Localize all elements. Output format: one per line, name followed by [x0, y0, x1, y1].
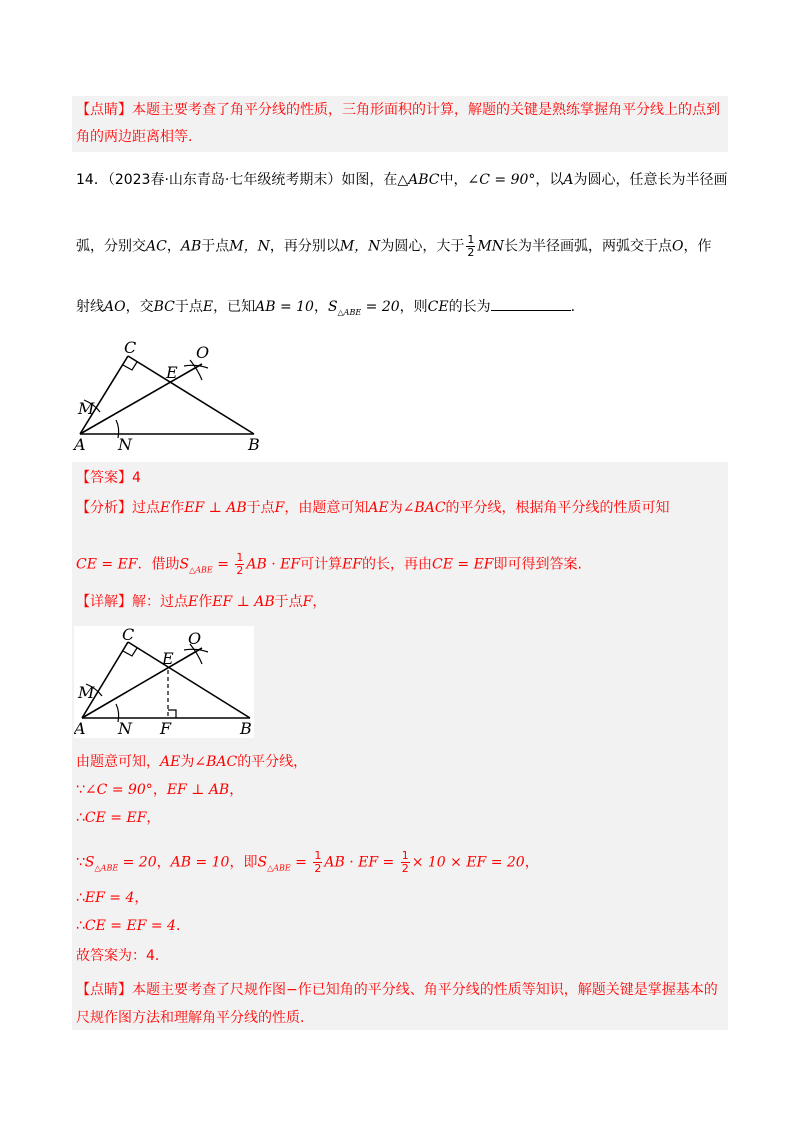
fraction-half: $\frac{1}{2}$	[467, 233, 475, 259]
label-a: A	[74, 719, 86, 738]
note1-line1: 【点睛】本题主要考查了角平分线的性质，三角形面积的计算，解题的关键是熟练掌握角平分线上的点到	[76, 102, 720, 118]
figure-2	[74, 626, 254, 738]
step-5: ∴EF = 4，	[76, 890, 149, 906]
solution-block	[72, 462, 728, 1030]
label-n: N	[118, 719, 132, 738]
label-c: C	[122, 626, 135, 644]
analysis-line-1: 【分析】过点E作EF ⊥ AB于点F，由题意可知AE为∠BAC的平分线，根据角平分线的性质可知	[76, 500, 670, 516]
label-n: N	[118, 435, 132, 454]
ray-ao	[82, 648, 202, 718]
step-6: ∴CE = EF = 4．	[76, 918, 190, 934]
answer-line: 【答案】4	[76, 470, 141, 486]
question-line-1: 14．（2023春·山东青岛·七年级统考期末）如图，在△ABC中，∠C = 90°，以A为圆心，任意长为半径画	[76, 172, 728, 188]
step-3: ∴CE = EF，	[76, 810, 161, 826]
label-f: F	[160, 719, 172, 738]
right-angle-mark-c	[123, 648, 137, 656]
fraction-half: $\frac{1}{2}$	[236, 551, 244, 577]
label-b: B	[240, 719, 252, 738]
label-e: E	[162, 649, 174, 668]
question-line-3: 射线AO，交BC于点E，已知AB = 10，$S_{\triangle ABE} = 20$，则CE的长为 .	[76, 296, 575, 323]
note1-line2: 角的两边距离相等.	[76, 129, 193, 145]
right-angle-mark-f	[168, 710, 176, 718]
fraction-half: $\frac{1}{2}$	[314, 849, 322, 875]
label-b: B	[248, 435, 260, 454]
label-o: O	[188, 629, 202, 648]
note2-line1: 【点睛】本题主要考查了尺规作图−作已知角的平分线、角平分线的性质等知识，解题关键是掌握基本的	[76, 982, 718, 998]
right-angle-mark	[123, 362, 137, 370]
label-m: M	[78, 399, 95, 418]
label-a: A	[74, 435, 86, 454]
question-line-2: 弧，分别交AC，AB于点M，N，再分别以M，N为圆心，大于 $\frac{1}{2}$ MN长为半径画弧，两弧交于点O，作	[76, 233, 712, 259]
step-1: 由题意可知，AE为∠BAC的平分线，	[76, 754, 308, 770]
step-2: ∵∠C = 90°，EF ⊥ AB，	[76, 782, 244, 798]
ray-ao	[80, 364, 202, 434]
segment-ac	[80, 356, 128, 434]
analysis-line-2: CE = EF．借助$S_{\triangle ABE}$ = $\frac{1}{2}$ AB · EF可计算EF的长，再由CE = EF即可得到答案.	[76, 551, 582, 577]
fraction-half: $\frac{1}{2}$	[401, 849, 409, 875]
label-c: C	[124, 338, 137, 357]
step-final: 故答案为：4．	[76, 948, 169, 964]
detail-line: 【详解】解：过点E作EF ⊥ AB于点F，	[76, 594, 327, 610]
note2-line2: 尺规作图方法和理解角平分线的性质.	[76, 1010, 305, 1026]
label-e: E	[166, 363, 178, 382]
step-4: $\because S_{\triangle ABE} = 20$，AB = 10，即$S_{\triangle ABE}$ = $\frac{1}{2}$ AB · EF = $\frac{1}{2}$ × 10 × EF = 20，	[76, 849, 539, 875]
label-o: O	[196, 343, 210, 362]
label-m: M	[78, 683, 95, 702]
figure-1	[72, 338, 272, 454]
answer-blank[interactable]	[491, 296, 571, 311]
segment-ac	[82, 642, 128, 718]
